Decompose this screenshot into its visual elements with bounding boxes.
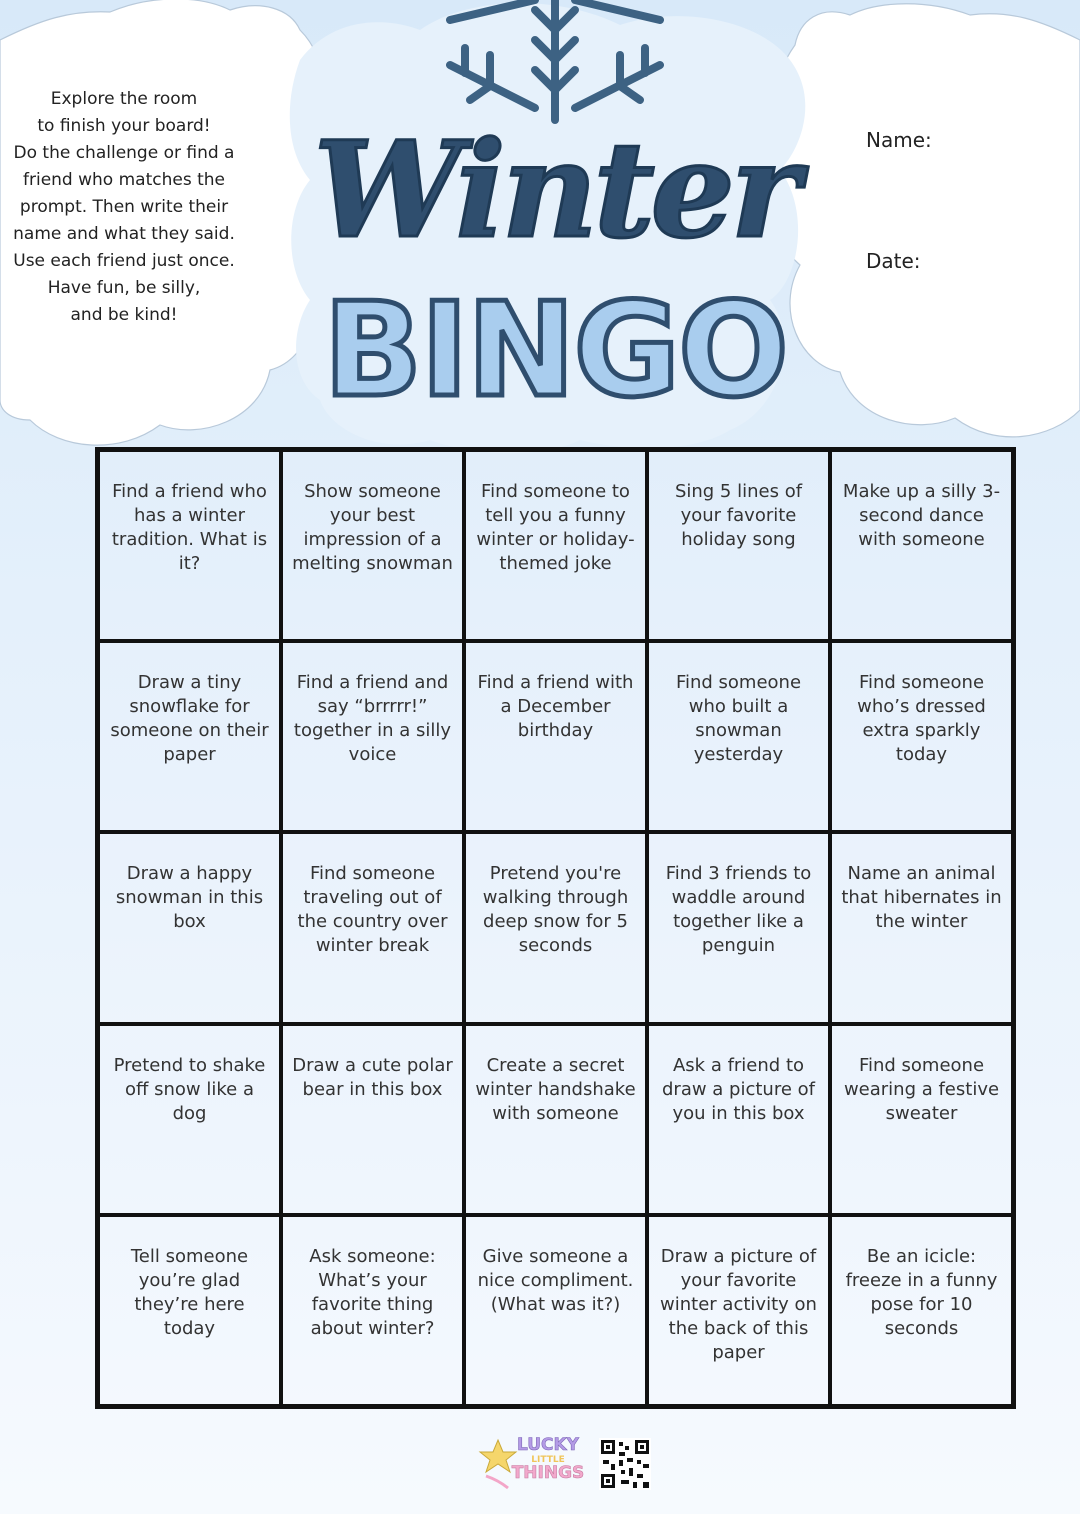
bingo-prompt: Give someone a nice compliment. (What was it?) bbox=[477, 1245, 634, 1315]
bingo-prompt: Ask a friend to draw a picture of you in this box bbox=[662, 1054, 815, 1124]
svg-text:LUCKY: LUCKY bbox=[517, 1435, 579, 1455]
qr-code-icon bbox=[599, 1438, 651, 1490]
instruction-line: Do the challenge or find a bbox=[13, 143, 235, 163]
bingo-cell[interactable] bbox=[830, 832, 1013, 1023]
bingo-prompt: Draw a picture of your favorite winter activity on the back of this paper bbox=[660, 1245, 817, 1363]
bingo-cell[interactable] bbox=[98, 450, 281, 641]
svg-text:THINGS: THINGS bbox=[511, 1463, 585, 1483]
title-bingo bbox=[323, 274, 787, 426]
bingo-cell[interactable] bbox=[281, 1024, 464, 1215]
bingo-prompt: Tell someone you’re glad they’re here today bbox=[130, 1245, 249, 1339]
bingo-cell[interactable] bbox=[464, 832, 647, 1023]
name-field-label: Name: bbox=[866, 128, 932, 152]
bingo-cell[interactable] bbox=[464, 1024, 647, 1215]
bingo-cell[interactable] bbox=[647, 1215, 830, 1406]
instruction-line: Use each friend just once. bbox=[13, 251, 235, 271]
bingo-cell[interactable] bbox=[281, 1215, 464, 1406]
lucky-little-things-logo bbox=[478, 1432, 588, 1492]
instruction-line: prompt. Then write their bbox=[19, 197, 229, 217]
bingo-cell[interactable] bbox=[98, 1024, 281, 1215]
bingo-cell[interactable] bbox=[647, 450, 830, 641]
bingo-cell[interactable] bbox=[281, 832, 464, 1023]
instruction-line: Explore the room bbox=[50, 89, 198, 109]
bingo-cell[interactable] bbox=[830, 641, 1013, 832]
bingo-prompt: Name an animal that hibernates in the winter bbox=[841, 863, 1002, 933]
bingo-cell[interactable] bbox=[830, 1024, 1013, 1215]
bingo-prompt: Make up a silly 3-second dance with someone bbox=[842, 481, 1001, 550]
bingo-prompt: Find someone who’s dressed extra sparkly today bbox=[857, 672, 986, 766]
bingo-prompt: Find someone wearing a festive sweater bbox=[843, 1054, 1000, 1124]
bingo-prompt: Find a friend and say “brrrrr!” together in a silly voice bbox=[293, 672, 452, 766]
instructions-text bbox=[8, 86, 240, 329]
bingo-prompt: Create a secret winter handshake with someone bbox=[475, 1054, 636, 1124]
bingo-cell[interactable] bbox=[98, 1215, 281, 1406]
title-winter bbox=[313, 86, 797, 276]
instruction-line: name and what they said. bbox=[13, 224, 235, 244]
bingo-prompt: Find 3 friends to waddle around together like a penguin bbox=[665, 863, 812, 957]
bingo-prompt: Sing 5 lines of your favorite holiday song bbox=[674, 481, 803, 550]
bingo-cell[interactable] bbox=[98, 641, 281, 832]
bingo-prompt: Show someone your best impression of a melting snowman bbox=[292, 481, 453, 574]
bingo-prompt: Find a friend who has a winter tradition. What is it? bbox=[111, 481, 268, 574]
svg-text:LITTLE: LITTLE bbox=[531, 1455, 565, 1465]
instruction-line: Have fun, be silly, bbox=[47, 278, 201, 298]
bingo-cell[interactable] bbox=[464, 1215, 647, 1406]
date-field-label: Date: bbox=[866, 249, 921, 273]
bingo-prompt: Pretend you're walking through deep snow for 5 seconds bbox=[482, 863, 629, 957]
bingo-prompt: Find a friend with a December birthday bbox=[477, 672, 634, 742]
bingo-prompt: Pretend to shake off snow like a dog bbox=[113, 1054, 266, 1124]
bingo-prompt: Ask someone: What’s your favorite thing about winter? bbox=[309, 1245, 436, 1339]
bingo-cell[interactable] bbox=[464, 641, 647, 832]
bingo-cell[interactable] bbox=[647, 1024, 830, 1215]
bingo-prompt: Find someone who built a snowman yesterday bbox=[675, 672, 802, 766]
title-bingo-text: BINGO bbox=[323, 274, 787, 426]
bingo-prompt: Be an icicle: freeze in a funny pose for 10 seconds bbox=[845, 1245, 998, 1339]
bingo-cell[interactable] bbox=[647, 641, 830, 832]
bingo-grid bbox=[95, 447, 1016, 1409]
bingo-cell[interactable] bbox=[464, 450, 647, 641]
bingo-prompt: Draw a happy snowman in this box bbox=[115, 863, 264, 933]
bingo-cell[interactable] bbox=[98, 832, 281, 1023]
bingo-cell[interactable] bbox=[281, 641, 464, 832]
instruction-line: friend who matches the bbox=[23, 170, 225, 190]
bingo-prompt: Draw a cute polar bear in this box bbox=[292, 1054, 453, 1100]
bingo-prompt: Draw a tiny snowflake for someone on their paper bbox=[110, 672, 269, 766]
bingo-cell[interactable] bbox=[830, 450, 1013, 641]
instruction-line: and be kind! bbox=[70, 305, 178, 325]
bingo-cell[interactable] bbox=[647, 832, 830, 1023]
title-winter-text: Winter bbox=[313, 113, 797, 268]
bingo-cell[interactable] bbox=[281, 450, 464, 641]
bingo-prompt: Find someone to tell you a funny winter or holiday-themed joke bbox=[476, 481, 635, 574]
bingo-prompt: Find someone traveling out of the country over winter break bbox=[297, 863, 448, 957]
bingo-cell[interactable] bbox=[830, 1215, 1013, 1406]
instruction-line: to finish your board! bbox=[37, 116, 211, 136]
